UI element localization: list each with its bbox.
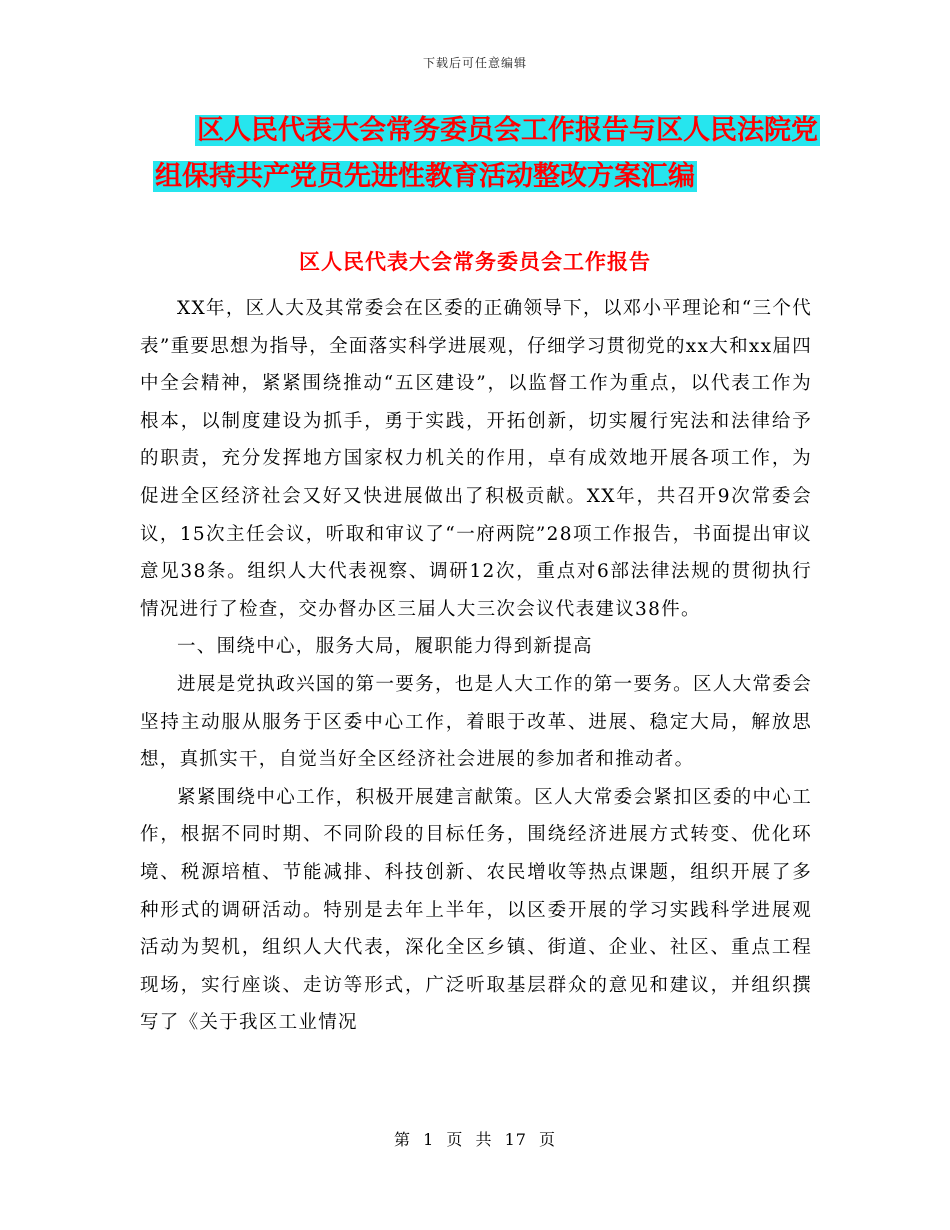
footer-total-pages: 17 bbox=[504, 1130, 527, 1149]
main-title-line-2-text: 组保持共产党员先进性教育活动整改方案汇编 bbox=[155, 161, 695, 192]
section-title: 区人民代表大会常务委员会工作报告 bbox=[299, 250, 651, 274]
body-text bbox=[140, 290, 812, 1042]
footer-label-unit: 页 bbox=[446, 1130, 464, 1149]
page-footer bbox=[0, 1127, 950, 1150]
footer-label-page: 第 bbox=[393, 1130, 411, 1149]
main-title-line-1-text: 区人民代表大会常务委员会工作报告与区人民法院党 bbox=[197, 115, 818, 146]
main-title bbox=[140, 108, 820, 200]
footer-page-number: 1 bbox=[423, 1130, 435, 1149]
main-title-line-1 bbox=[140, 108, 820, 154]
header-note: 下载后可任意编辑 bbox=[422, 56, 527, 70]
footer-label-unit-2: 页 bbox=[539, 1130, 557, 1149]
paragraph: XX年，区人大及其常委会在区委的正确领导下，以邓小平理论和“三个代表”重要思想为指导，全面落实科学进展观，仔细学习贯彻党的xx大和xx届四中全会精神，紧紧围绕推动“五区建设”，以监督工作为重点，以代表工作为根本，以制度建设为抓手，勇于实践，开拓创新，切实履行宪法和法律给予的职责，充分发挥地方国家权力机关的作用，卓有成效地开展各项工作，为促进全区经济社会又好又快进展做出了积极贡献。XX年，共召开9次常委会议，15次主任会议，听取和审议了“一府两院”28项工作报告，书面提出审议意见38条。组织人大代表视察、调研12次，重点对6部法律法规的贯彻执行情况进行了检查，交办督办区三届人大三次会议代表建议38件。 bbox=[140, 298, 812, 620]
footer-label-total: 共 bbox=[475, 1130, 493, 1149]
section-heading: 一、围绕中心，服务大局，履职能力得到新提高 bbox=[177, 636, 593, 658]
paragraph: 进展是党执政兴国的第一要务，也是人大工作的第一要务。区人大常委会坚持主动服从服务于区委中心工作，着眼于改革、进展、稳定大局，解放思想，真抓实干，自觉当好全区经济社会进展的参加者和推动者。 bbox=[140, 673, 812, 771]
main-title-line-2 bbox=[140, 154, 820, 200]
paragraph: 紧紧围绕中心工作，积极开展建言献策。区人大常委会紧扣区委的中心工作，根据不同时期、不同阶段的目标任务，围绕经济进展方式转变、优化环境、税源培植、节能减排、科技创新、农民增收等热点课题，组织开展了多种形式的调研活动。特别是去年上半年，以区委开展的学习实践科学进展观活动为契机，组织人大代表，深化全区乡镇、街道、企业、社区、重点工程现场，实行座谈、走访等形式，广泛听取基层群众的意见和建议，并组织撰写了《关于我区工业情况 bbox=[140, 786, 812, 1034]
